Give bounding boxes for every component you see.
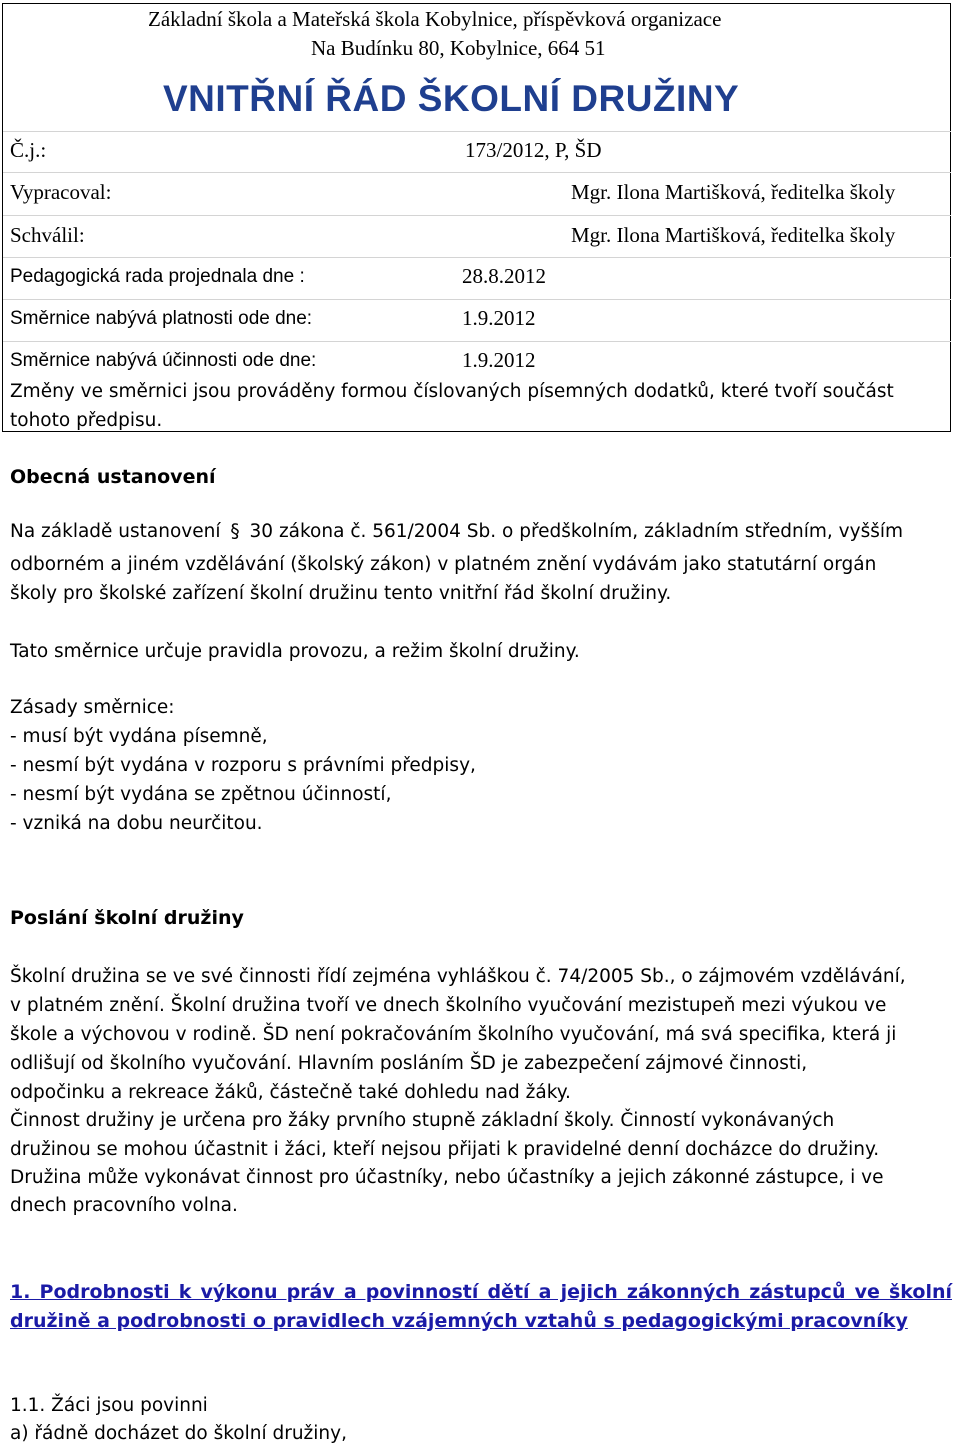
council-label: Pedagogická rada projednala dne :	[10, 266, 305, 287]
purpose-text: Tato směrnice určuje pravidla provozu, a režim školní družiny.	[10, 641, 580, 662]
principle-item: - nesmí být vydána v rozporu s právními předpisy,	[10, 755, 476, 776]
section-1-title-line-1[interactable]: 1. Podrobnosti k výkonu práv a povinností dětí a jejich zákonných zástupců ve školní	[10, 1281, 952, 1303]
section-1-1-item-a: a) řádně docházet do školní družiny,	[10, 1423, 347, 1444]
school-name: Základní škola a Mateřská škola Kobylnice, příspěvková organizace	[148, 7, 722, 31]
section-sign-icon: §	[230, 521, 240, 542]
prepared-value: Mgr. Ilona Martišková, ředitelka školy	[571, 180, 896, 204]
mission-line: škole a výchovou v rodině. ŠD není pokračováním školního vyučování, má svá specifika, která ji	[10, 1024, 897, 1045]
principle-item: - nesmí být vydána se zpětnou účinností,	[10, 784, 392, 805]
law-line-1-rest: 30 zákona č. 561/2004 Sb. o předškolním, základním středním, vyšším	[249, 521, 904, 542]
mission-line: Družina může vykonávat činnost pro účastníky, nebo účastníky a jejich zákonné zástupce, i ve	[10, 1167, 884, 1188]
mission-line: Činnost družiny je určena pro žáky prvního stupně základní školy. Činností vykonávaných	[10, 1110, 835, 1131]
effect-date: 1.9.2012	[462, 348, 536, 372]
section-1-title-line-2[interactable]: družině a podrobnosti o pravidlech vzájemných vztahů s pedagogickými pracovníky	[10, 1310, 908, 1332]
mission-line: dnech pracovního volna.	[10, 1195, 238, 1216]
law-line-2: odborném a jiném vzdělávání (školský zákon) v platném znění vydávám jako statutární orgán	[10, 554, 877, 575]
mission-line: odlišují od školního vyučování. Hlavním posláním ŠD je zabezpečení zájmové činnosti,	[10, 1053, 808, 1074]
law-line-1	[10, 521, 952, 542]
mission-line: Školní družina se ve své činnosti řídí zejména vyhláškou č. 74/2005 Sb., o zájmovém vzdělávání,	[10, 966, 906, 987]
changes-note-line-2: tohoto předpisu.	[10, 410, 163, 431]
mission-line: družinou se mohou účastnit i žáci, kteří nejsou přijati k pravidelné denní docházce do družiny.	[10, 1139, 880, 1160]
reference-value: 173/2012, P, ŠD	[465, 138, 602, 162]
header-divider	[3, 257, 951, 258]
council-date: 28.8.2012	[462, 264, 546, 288]
approved-value: Mgr. Ilona Martišková, ředitelka školy	[571, 223, 896, 247]
principle-item: - musí být vydána písemně,	[10, 726, 268, 747]
header-divider	[3, 299, 951, 300]
header-divider	[3, 172, 951, 173]
approved-label: Schválil:	[10, 223, 85, 247]
header-divider	[3, 341, 951, 342]
document-title: VNITŘNÍ ŘÁD ŠKOLNÍ DRUŽINY	[163, 78, 740, 119]
effect-label: Směrnice nabývá účinnosti ode dne:	[10, 350, 317, 371]
law-prefix: Na základě ustanovení	[10, 521, 221, 542]
principles-heading: Zásady směrnice:	[10, 697, 175, 718]
general-heading: Obecná ustanovení	[10, 466, 216, 488]
section-1-1-heading: 1.1. Žáci jsou povinni	[10, 1395, 208, 1416]
principle-item: - vzniká na dobu neurčitou.	[10, 813, 263, 834]
reference-label: Č.j.:	[10, 138, 47, 162]
mission-line: v platném znění. Školní družina tvoří ve dnech školního vyučování mezistupeň mezi výukou ve	[10, 995, 887, 1016]
validity-date: 1.9.2012	[462, 306, 536, 330]
mission-heading: Poslání školní družiny	[10, 907, 244, 929]
header-divider	[3, 215, 951, 216]
law-line-3: školy pro školské zařízení školní družinu tento vnitřní řád školní družiny.	[10, 583, 672, 604]
changes-note-line-1: Změny ve směrnici jsou prováděny formou číslovaných písemných dodatků, které tvoří součást	[10, 381, 894, 402]
school-address: Na Budínku 80, Kobylnice, 664 51	[311, 36, 606, 60]
header-divider	[3, 131, 951, 132]
mission-line: odpočinku a rekreace žáků, částečně také dohledu nad žáky.	[10, 1082, 571, 1103]
prepared-label: Vypracoval:	[10, 180, 112, 204]
validity-label: Směrnice nabývá platnosti ode dne:	[10, 308, 313, 329]
